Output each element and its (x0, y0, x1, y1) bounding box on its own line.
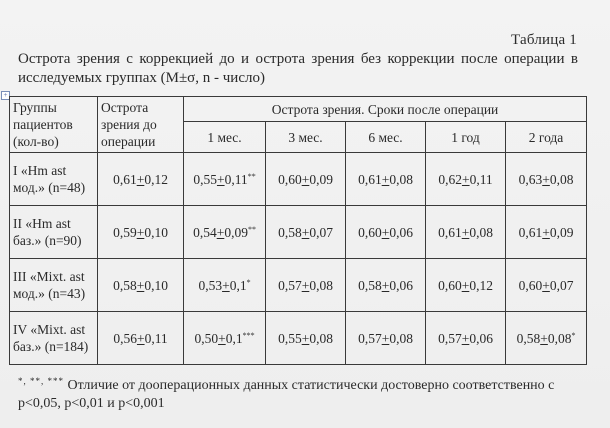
sd-value: 0,09 (549, 224, 574, 240)
sd-value: 0,06 (389, 224, 413, 240)
sd-value: 0,08 (309, 330, 333, 346)
significance-mark: * (246, 277, 251, 287)
plus-minus-sign: + (540, 330, 548, 346)
mean-value: 0,58 (278, 224, 302, 240)
value-after-cell (184, 312, 266, 365)
sd-value: 0,08 (549, 171, 574, 187)
plus-minus-sign: + (301, 277, 310, 293)
sd-value: 0,10 (144, 277, 168, 293)
value-after-cell (506, 259, 587, 312)
sd-value: 0,10 (144, 224, 168, 240)
mean-value: 0,61 (518, 224, 543, 240)
plus-minus-sign: + (381, 330, 390, 346)
sd-value: 0,08 (469, 224, 493, 240)
sd-value: 0,08 (547, 330, 572, 346)
table-row (10, 206, 587, 259)
plus-minus-sign: + (542, 224, 550, 240)
sd-value: 0,07 (309, 224, 333, 240)
plus-minus-sign: + (301, 171, 310, 187)
mean-value: 0,57 (358, 330, 382, 346)
group-cell: I «Hm ast мод.» (n=48) (10, 153, 98, 206)
header-period: 6 мес. (346, 122, 426, 153)
sd-value: 0,1 (229, 277, 247, 293)
value-after-cell (266, 153, 346, 206)
header-period: 1 мес. (184, 122, 266, 153)
sd-value: 0,11 (144, 330, 168, 346)
sd-value: 0,06 (389, 277, 413, 293)
value-after-cell (346, 153, 426, 206)
header-period: 2 года (506, 122, 587, 153)
value-after-cell (506, 206, 587, 259)
acuity-table (9, 96, 587, 365)
table-caption: Острота зрения с коррекцией до и острота зрения без коррекции после операции в исследуемых группах (M±σ, n - число) (18, 51, 578, 86)
mean-value: 0,55 (193, 171, 217, 187)
sd-value: 0,1 (225, 330, 243, 346)
sd-value: 0,06 (469, 330, 493, 346)
table-number: Таблица 1 (511, 32, 577, 48)
plus-minus-sign: + (136, 224, 145, 240)
sd-value: 0,09 (224, 224, 248, 240)
mean-value: 0,54 (193, 224, 217, 240)
plus-minus-sign: + (301, 224, 310, 240)
mean-value: 0,53 (198, 277, 223, 293)
plus-minus-sign: + (301, 330, 310, 346)
mean-value: 0,50 (194, 330, 219, 346)
mean-value: 0,60 (518, 277, 543, 293)
mean-value: 0,55 (278, 330, 302, 346)
mean-value: 0,57 (438, 330, 462, 346)
mean-value: 0,58 (113, 277, 137, 293)
plus-minus-sign: + (461, 224, 470, 240)
sd-value: 0,12 (469, 277, 493, 293)
value-before-cell (98, 259, 184, 312)
table-body (10, 153, 587, 365)
sd-value: 0,07 (549, 277, 574, 293)
value-before-cell (98, 312, 184, 365)
mean-value: 0,61 (438, 224, 462, 240)
significance-mark: ** (247, 224, 256, 234)
group-cell: III «Mixt. ast мод.» (n=43) (10, 259, 98, 312)
plus-minus-sign: + (461, 171, 470, 187)
significance-mark: * (571, 330, 576, 340)
footnote-marks: *, **, *** (18, 376, 64, 386)
table-row (10, 312, 587, 365)
value-after-cell (426, 206, 506, 259)
plus-minus-sign: + (542, 171, 550, 187)
value-after-cell (506, 312, 587, 365)
value-after-cell (506, 153, 587, 206)
plus-minus-sign: + (381, 171, 390, 187)
table-row (10, 259, 587, 312)
header-acuity-after: Острота зрения. Сроки после операции (184, 97, 587, 122)
table-row (10, 153, 587, 206)
mean-value: 0,59 (113, 224, 137, 240)
value-after-cell (184, 259, 266, 312)
sd-value: 0,08 (309, 277, 333, 293)
mean-value: 0,62 (438, 171, 462, 187)
value-after-cell (426, 259, 506, 312)
plus-minus-sign: + (136, 277, 145, 293)
value-after-cell (266, 312, 346, 365)
value-after-cell (346, 206, 426, 259)
header-period: 1 год (426, 122, 506, 153)
value-after-cell (184, 206, 266, 259)
sd-value: 0,08 (389, 171, 413, 187)
value-after-cell (426, 312, 506, 365)
sd-value: 0,08 (389, 330, 413, 346)
group-cell: IV «Mixt. ast баз.» (n=184) (10, 312, 98, 365)
mean-value: 0,61 (358, 171, 382, 187)
plus-minus-sign: + (381, 224, 390, 240)
mean-value: 0,63 (518, 171, 543, 187)
group-cell: II «Hm ast баз.» (n=90) (10, 206, 98, 259)
footnote-text: Отличие от дооперационных данных статистически достоверно соответственно с p<0,05, p<0,01 и p<0,001 (18, 378, 555, 411)
value-after-cell (346, 312, 426, 365)
mean-value: 0,60 (358, 224, 382, 240)
plus-minus-sign: + (542, 277, 550, 293)
plus-minus-sign: + (216, 224, 225, 240)
plus-minus-sign: + (461, 277, 470, 293)
mean-value: 0,60 (278, 171, 302, 187)
plus-minus-sign: + (381, 277, 390, 293)
mean-value: 0,56 (113, 330, 137, 346)
value-after-cell (184, 153, 266, 206)
mean-value: 0,58 (516, 330, 541, 346)
value-before-cell (98, 206, 184, 259)
value-after-cell (426, 153, 506, 206)
value-before-cell (98, 153, 184, 206)
value-after-cell (266, 259, 346, 312)
table-footnote (18, 372, 583, 413)
plus-minus-sign: + (461, 330, 470, 346)
significance-mark: ** (247, 171, 256, 181)
value-after-cell (346, 259, 426, 312)
plus-minus-sign: + (216, 171, 225, 187)
mean-value: 0,60 (438, 277, 462, 293)
plus-minus-sign: + (222, 277, 230, 293)
plus-minus-sign: + (136, 330, 145, 346)
plus-minus-sign: + (136, 171, 145, 187)
significance-mark: *** (242, 330, 255, 340)
plus-minus-sign: + (218, 330, 226, 346)
mean-value: 0,61 (113, 171, 137, 187)
sd-value: 0,11 (224, 171, 248, 187)
mean-value: 0,58 (358, 277, 382, 293)
sd-value: 0,09 (309, 171, 333, 187)
value-after-cell (266, 206, 346, 259)
mean-value: 0,57 (278, 277, 302, 293)
header-acuity-before: Острота зрения до операции (98, 97, 184, 153)
header-groups: Группы пациентов (кол-во) (10, 97, 98, 153)
header-period: 3 мес. (266, 122, 346, 153)
sd-value: 0,12 (144, 171, 168, 187)
sd-value: 0,11 (469, 171, 493, 187)
table-move-handle-icon[interactable]: + (1, 91, 10, 100)
